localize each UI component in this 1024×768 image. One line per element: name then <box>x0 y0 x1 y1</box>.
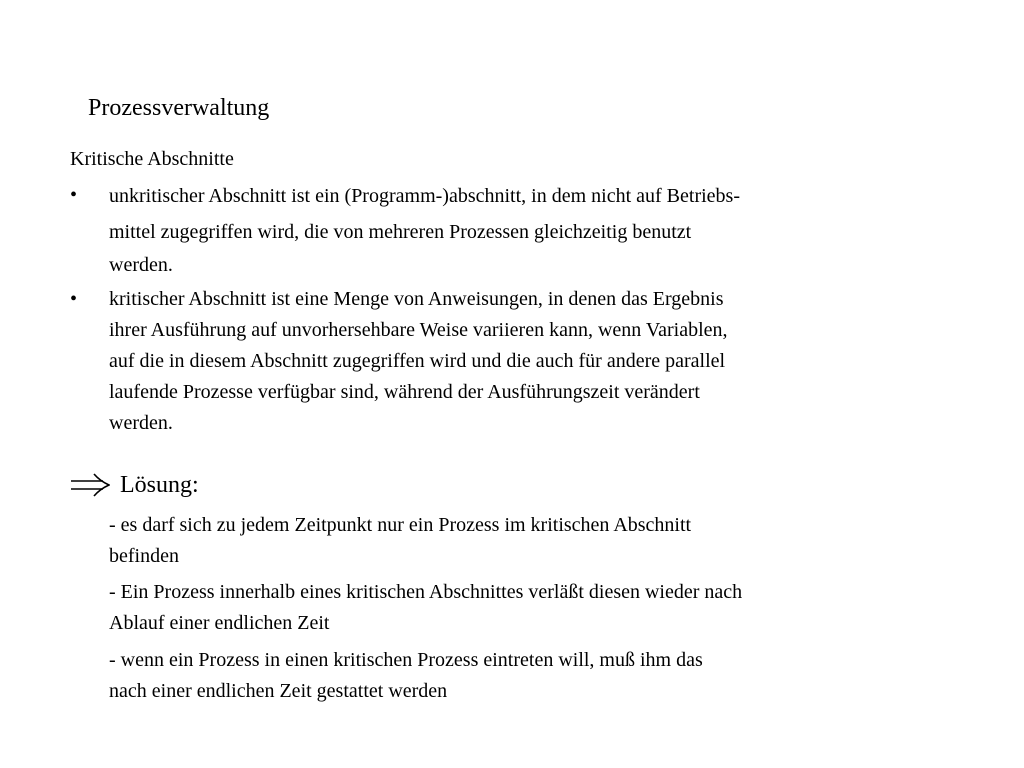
solution-item-leave-in-finite-time <box>109 577 959 639</box>
solution-line: nach einer endlichen Zeit gestattet werden <box>109 680 448 702</box>
bullet-line: werden. <box>109 412 173 434</box>
bullet-line: mittel zugegriffen wird, die von mehreren Prozessen gleichzeitig benutzt <box>109 221 692 243</box>
solution-line: befinden <box>109 545 179 567</box>
bullet-line: ihrer Ausführung auf unvorhersehbare Weise variieren kann, wenn Variablen, <box>109 319 728 341</box>
slide-title: Prozessverwaltung <box>88 95 270 121</box>
bullet-line: auf die in diesem Abschnitt zugegriffen wird und die auch für andere parallel <box>109 350 726 372</box>
bullet-line: werden. <box>109 254 173 276</box>
bullet-line: unkritischer Abschnitt ist ein (Programm-)abschnitt, in dem nicht auf Betriebs- <box>109 185 740 207</box>
bullet-item-kritischer-abschnitt <box>109 284 939 439</box>
solution-line: Ablauf einer endlichen Zeit <box>109 612 330 634</box>
bullet-line: kritischer Abschnitt ist eine Menge von Anweisungen, in denen das Ergebnis <box>109 288 724 310</box>
bullet-item-unkritischer-abschnitt <box>109 178 939 280</box>
solution-line: - Ein Prozess innerhalb eines kritischen Abschnittes verläßt diesen wieder nach <box>109 581 743 603</box>
bullet-line: laufende Prozesse verfügbar sind, während der Ausführungszeit verändert <box>109 381 700 403</box>
bullet-marker: • <box>70 288 78 310</box>
solution-line: - wenn ein Prozess in einen kritischen Prozess eintreten will, muß ihm das <box>109 649 703 671</box>
solution-item-one-process <box>109 510 959 572</box>
solution-heading <box>70 468 199 502</box>
section-subtitle: Kritische Abschnitte <box>70 148 234 170</box>
solution-label: Lösung: <box>120 472 199 498</box>
double-right-arrow-icon <box>70 471 110 499</box>
solution-item-entry-granted <box>109 645 959 707</box>
bullet-marker: • <box>70 184 78 206</box>
solution-line: - es darf sich zu jedem Zeitpunkt nur ein Prozess im kritischen Abschnitt <box>109 514 692 536</box>
